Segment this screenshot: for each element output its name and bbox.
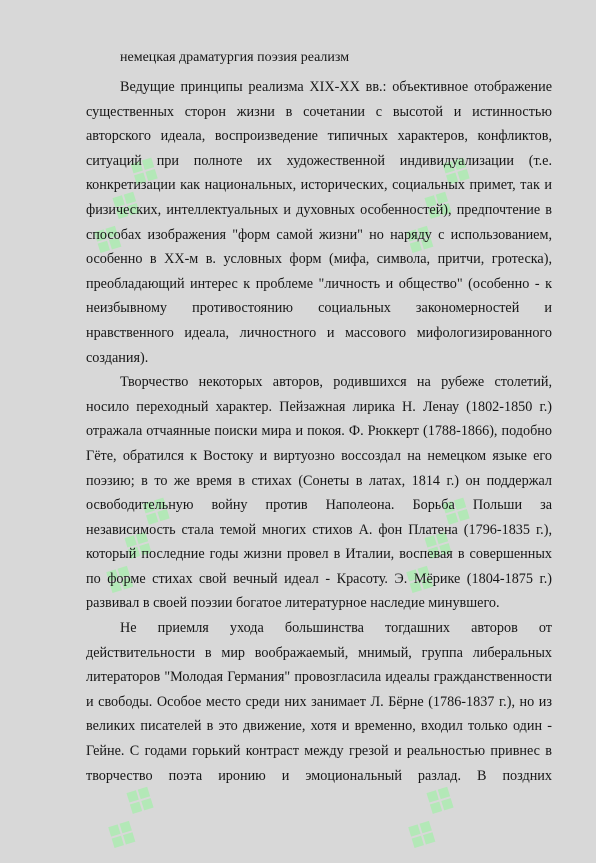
document-heading: немецкая драматургия поэзия реализм <box>120 50 350 65</box>
paragraph-transitional-authors: Творчество некоторых авторов, родившихся на рубеже столетий, носило переходный характер. Пейзажная лирика Н. Ленау (1802-1850 г.) отражала отчаянные поиски мира и покоя. Ф. Рюккерт (1788-1866), подобно Гёте, обратился к Востоку и виртуозно воссоздал на немецком языке его поэзию; в то же время в стихах (Сонеты в латах, 1814 г.) он поддержал освободительную войну против Наполеона. Борьба Польши за независимость стала темой многих стихов А. фон Платена (1796-1835 г.), который последние годы жизни провел в Италии, воспевая в совершенных по форме стихах свой вечный идеал - Красоту. Э. Мёрике (1804-1875 г.) развивал в своей поэзии богатое литературное наследие минувшего. <box>86 374 552 612</box>
paragraph-realism-principles: Ведущие принципы реализма XIX-XX вв.: объективное отображение существенных сторон жизни в сочетании с высотой и истинностью авторского идеала, воспроизведение типичных характеров, конфликтов, ситуаций при полноте их художественной индивидуализации (т.е. конкретизации как национальных, исторических, социальных примет, так и физических, интеллектуальных и духовных особенностей), предпочтение в способах изображения "форм самой жизни" но наряду с использованием, особенно в XX-м в. условных форм (мифа, символа, притчи, гротеска), преобладающий интерес к проблеме "личность и общество" (особенно - к неизбывному противостоянию социальных закономерностей и нравственного идеала, личностного и массового мифологизированного создания). <box>86 79 552 366</box>
watermark-mark: ❖❖❖ <box>90 482 188 609</box>
paragraph-young-germany: Не приемля ухода большинства тогдашних авторов от действительности в мир воображаемый, мнимый, группа либеральных литераторов "Молодая Германия" провозгласила идеалы гражданственности и свободы. Особое место среди них занимает Л. Бёрне (1786-1837 г.), но из великих писателей в это движение, хотя и временно, входил только один - Гейне. С годами горький контраст между грезой и реальностью привнес в творчество поэта иронию и эмоциональный разлад. В поздних <box>86 620 552 784</box>
document-body <box>86 75 552 788</box>
watermark-mark: ❖❖ <box>392 771 472 863</box>
watermark-mark: ❖❖❖ <box>78 142 176 269</box>
watermark-mark: ❖❖❖ <box>390 482 488 609</box>
watermark-mark: ❖❖ <box>92 771 172 863</box>
watermark-mark: ❖❖❖ <box>390 142 488 269</box>
